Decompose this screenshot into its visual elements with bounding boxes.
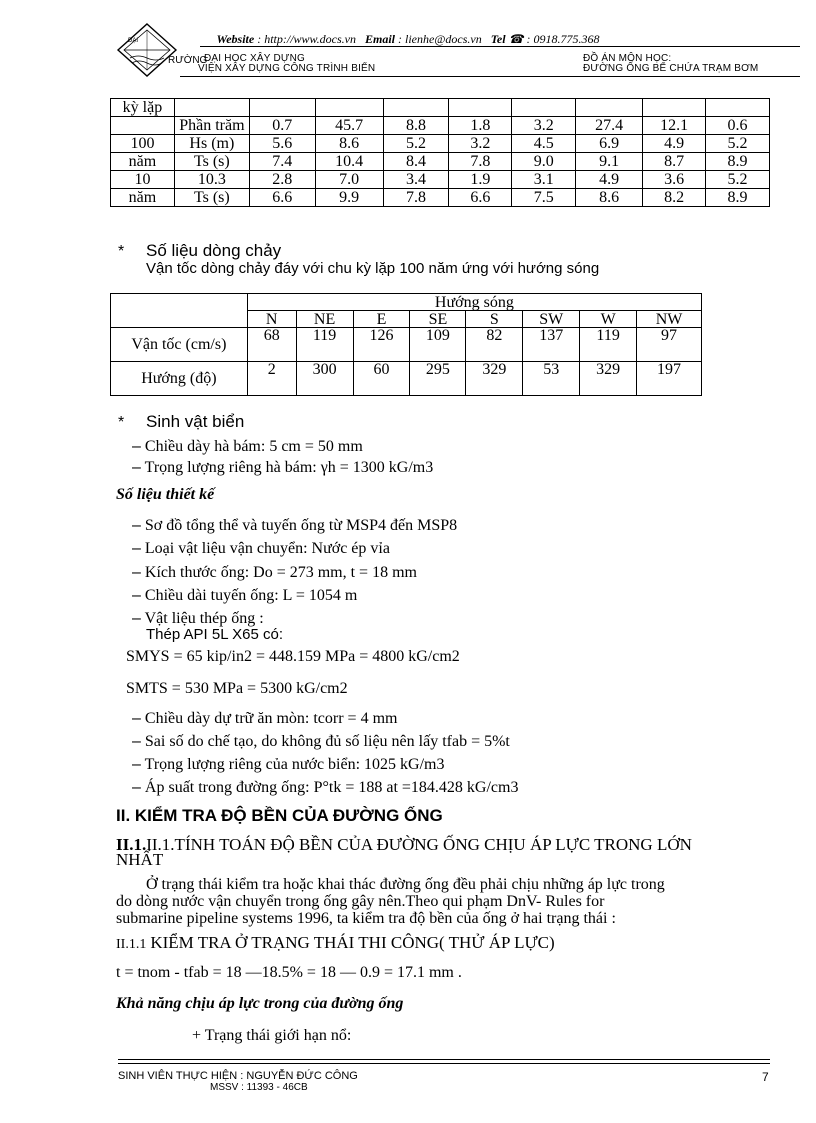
section-2-title: II. KIỂM TRA ĐỘ BỀN CỦA ĐƯỜNG ỐNG [116,806,443,825]
direction-header-cell: S [466,311,523,328]
wave-table-cell [174,99,249,117]
header-rule-bottom [180,76,800,77]
marine-bullet: * [118,414,125,431]
footer-rule-1 [118,1059,770,1060]
design-item-1: – Sơ đồ tổng thể và tuyến ống từ MSP4 đến MSP8 [132,517,458,534]
section-2-1-title-line2: NHẤT [116,850,164,869]
wave-table-cell [111,117,175,135]
wave-table-cell: 10.4 [315,153,383,171]
velocity-cell: 137 [523,328,580,362]
direction-header-cell: NW [637,311,702,328]
wave-table-cell: 5.6 [249,135,315,153]
wave-table-cell [706,99,770,117]
design-item-2: – Loại vật liệu vận chuyển: Nước ép vỉa [132,540,390,557]
design-item-6: – Chiều dày dự trữ ăn mòn: tcorr = 4 mm [132,710,398,727]
wave-table-cell [449,99,512,117]
wave-table-cell: 8.6 [576,189,643,207]
wave-table-row [111,189,770,207]
velocity-cell: 68 [247,328,296,362]
wave-table-cell: 8.4 [383,153,449,171]
current-table-corner [111,294,248,328]
wave-table-row [111,171,770,189]
tel-label: Tel [490,32,506,46]
wave-table-cell: 27.4 [576,117,643,135]
wave-table-cell: 6.6 [249,189,315,207]
email-value[interactable]: lienhe@docs.vn [405,32,482,46]
design-item-4: – Chiều dài tuyến ống: L = 1054 m [132,587,358,604]
wave-table-cell: 4.9 [576,171,643,189]
velocity-cell: 119 [296,328,353,362]
direction-header-cell: SW [523,311,580,328]
wave-table-cell: Ts (s) [174,153,249,171]
direction-label: Hướng (độ) [111,362,248,396]
section-2-para-line1: Ở trạng thái kiểm tra hoặc khai thác đường ống đều phải chịu những áp lực trong [146,876,665,893]
direction-degree-cell: 2 [247,362,296,396]
wave-table-cell: 6.9 [576,135,643,153]
wave-table-cell: 7.5 [512,189,576,207]
footer-rule-2 [118,1063,770,1064]
wave-table-row [111,117,770,135]
section-2-1-1-title: II.1.1 KIỂM TRA Ở TRẠNG THÁI THI CÔNG( THỬ ÁP LỰC) [116,933,555,952]
wave-table-cell: 10.3 [174,171,249,189]
school-line-2: VIỆN XÂY DỰNG CÔNG TRÌNH BIỂN [198,63,376,74]
wave-table-cell: 8.6 [315,135,383,153]
wave-table-cell: 3.2 [449,135,512,153]
capacity-heading: Khả năng chịu áp lực trong của đường ống [116,995,404,1012]
section-2-para-line3: submarine pipeline systems 1996, ta kiểm tra độ bền của ống ở hai trạng thái : [116,910,616,927]
marine-title: Sinh vật biển [146,412,245,431]
wave-table-cell: 4.9 [643,135,706,153]
wave-table [110,98,770,207]
wave-table-cell: 0.6 [706,117,770,135]
wave-table-cell: 10 [111,171,175,189]
direction-header-cell: E [353,311,410,328]
thickness-formula: t = tnom - tfab = 18 —18.5% = 18 — 0.9 = 17.1 mm . [116,964,462,981]
wave-table-cell: 6.6 [449,189,512,207]
section-2-1-title-line1: II.1.II.1.TÍNH TOÁN ĐỘ BỀN CỦA ĐƯỜNG ỐNG CHỊU ÁP LỰC TRONG LỚN [116,835,692,854]
wave-table-row [111,135,770,153]
tel-value: 0918.775.368 [533,32,600,46]
velocity-cell: 97 [637,328,702,362]
wave-table-cell: 8.9 [706,153,770,171]
wave-table-cell: 9.1 [576,153,643,171]
wave-table-cell: 100 [111,135,175,153]
velocity-label: Vận tốc (cm/s) [111,328,248,362]
wave-table-cell [383,99,449,117]
wave-table-row [111,99,770,117]
wave-table-cell: 9.0 [512,153,576,171]
wave-table-cell: 3.4 [383,171,449,189]
section-2-para-line2: do dòng nước vận chuyển trong ống gây nên.Theo qui phạm DnV- Rules for [116,893,605,910]
wave-table-cell [249,99,315,117]
direction-degree-cell: 53 [523,362,580,396]
wave-table-cell: 3.2 [512,117,576,135]
marine-item-1: – Chiều dày hà bám: 5 cm = 50 mm [132,438,363,455]
wave-table-cell: 12.1 [643,117,706,135]
school-line-1: ĐẠI HỌC XÂY DỰNG [204,53,306,64]
wave-table-cell: 1.9 [449,171,512,189]
direction-header-cell: N [247,311,296,328]
current-table-header: Hướng sóng [247,294,701,311]
wave-table-cell: 5.2 [706,135,770,153]
design-item-9: – Áp suất trong đường ống: P°tk = 188 at =184.428 kG/cm3 [132,779,519,796]
design-item-3: – Kích thước ống: Do = 273 mm, t = 18 mm [132,564,417,581]
direction-degree-cell: 329 [466,362,523,396]
wave-table-cell [643,99,706,117]
design-item-5: – Vật liệu thép ống : [132,610,264,627]
wave-table-cell: 7.8 [383,189,449,207]
smts-formula: SMTS = 530 MPa = 5300 kG/cm2 [126,680,348,697]
wave-table-cell: 1.8 [449,117,512,135]
website-label: Website [216,32,255,46]
direction-degree-cell: 300 [296,362,353,396]
direction-degree-cell: 197 [637,362,702,396]
wave-table-cell: 8.2 [643,189,706,207]
burst-state-label: + Trạng thái giới hạn nổ: [192,1027,352,1044]
phone-icon: ☎ : [508,32,534,46]
course-line-2: ĐƯỜNG ỐNG BỂ CHỨA TRẠM BƠM [583,63,759,74]
wave-table-cell: 7.4 [249,153,315,171]
design-item-8: – Trọng lượng riêng của nước biển: 1025 kG/m3 [132,756,445,773]
wave-table-cell: 2.8 [249,171,315,189]
website-url[interactable]: http://www.docs.vn [264,32,356,46]
email-label: Email [365,32,396,46]
wave-table-cell [576,99,643,117]
wave-table-cell: 8.8 [383,117,449,135]
logo-text-right: RƯỜNG [168,55,208,66]
wave-table-cell: năm [111,189,175,207]
current-title: Số liệu dòng chảy [146,241,282,260]
wave-table-cell: năm [111,153,175,171]
wave-table-cell: Ts (s) [174,189,249,207]
wave-table-cell: 3.1 [512,171,576,189]
course-line-1: ĐỒ ÁN MÔN HỌC: [583,53,672,64]
velocity-cell: 109 [410,328,466,362]
page-number: 7 [762,1070,769,1084]
velocity-cell: 82 [466,328,523,362]
wave-table-cell: Hs (m) [174,135,249,153]
velocity-cell: 119 [580,328,637,362]
wave-table-cell: 8.7 [643,153,706,171]
logo-text-left: ĐẠI [128,38,139,44]
header-rule-top [200,46,800,47]
current-table [110,293,702,396]
wave-table-cell: Phần trăm [174,117,249,135]
wave-table-cell: kỳ lặp [111,99,175,117]
wave-table-cell: 9.9 [315,189,383,207]
design-item-7: – Sai số do chế tạo, do không đủ số liệu nên lấy tfab = 5%t [132,733,510,750]
wave-table-cell: 0.7 [249,117,315,135]
wave-table-cell [315,99,383,117]
wave-table-cell: 4.5 [512,135,576,153]
wave-table-cell: 5.2 [706,171,770,189]
direction-header-cell: NE [296,311,353,328]
direction-degree-cell: 295 [410,362,466,396]
marine-item-2: – Trọng lượng riêng hà bám: γh = 1300 kG/m3 [132,459,434,476]
current-bullet: * [118,243,125,260]
wave-table-cell: 45.7 [315,117,383,135]
direction-header-cell: W [580,311,637,328]
steel-grade: Thép API 5L X65 có: [146,626,284,643]
wave-table-row [111,153,770,171]
current-subtitle: Vận tốc dòng chảy đáy với chu kỳ lặp 100 năm ứng với hướng sóng [146,260,600,277]
direction-degree-cell: 329 [580,362,637,396]
wave-table-cell: 8.9 [706,189,770,207]
direction-header-cell: SE [410,311,466,328]
wave-table-cell [512,99,576,117]
wave-table-cell: 7.8 [449,153,512,171]
wave-table-cell: 7.0 [315,171,383,189]
velocity-cell: 126 [353,328,410,362]
university-logo [116,22,178,78]
website-line: Website : http://www.docs.vn Email : lienhe@docs.vn Tel ☎ : 0918.775.368 [216,32,600,46]
smys-formula: SMYS = 65 kip/in2 = 448.159 MPa = 4800 kG/cm2 [126,648,460,665]
wave-table-cell: 3.6 [643,171,706,189]
wave-table-cell: 5.2 [383,135,449,153]
direction-degree-cell: 60 [353,362,410,396]
footer-student: SINH VIÊN THỰC HIỆN : NGUYỄN ĐỨC CÔNG [118,1070,358,1082]
design-title: Số liệu thiết kế [116,486,215,503]
footer-mssv: MSSV : 11393 - 46CB [210,1082,308,1093]
